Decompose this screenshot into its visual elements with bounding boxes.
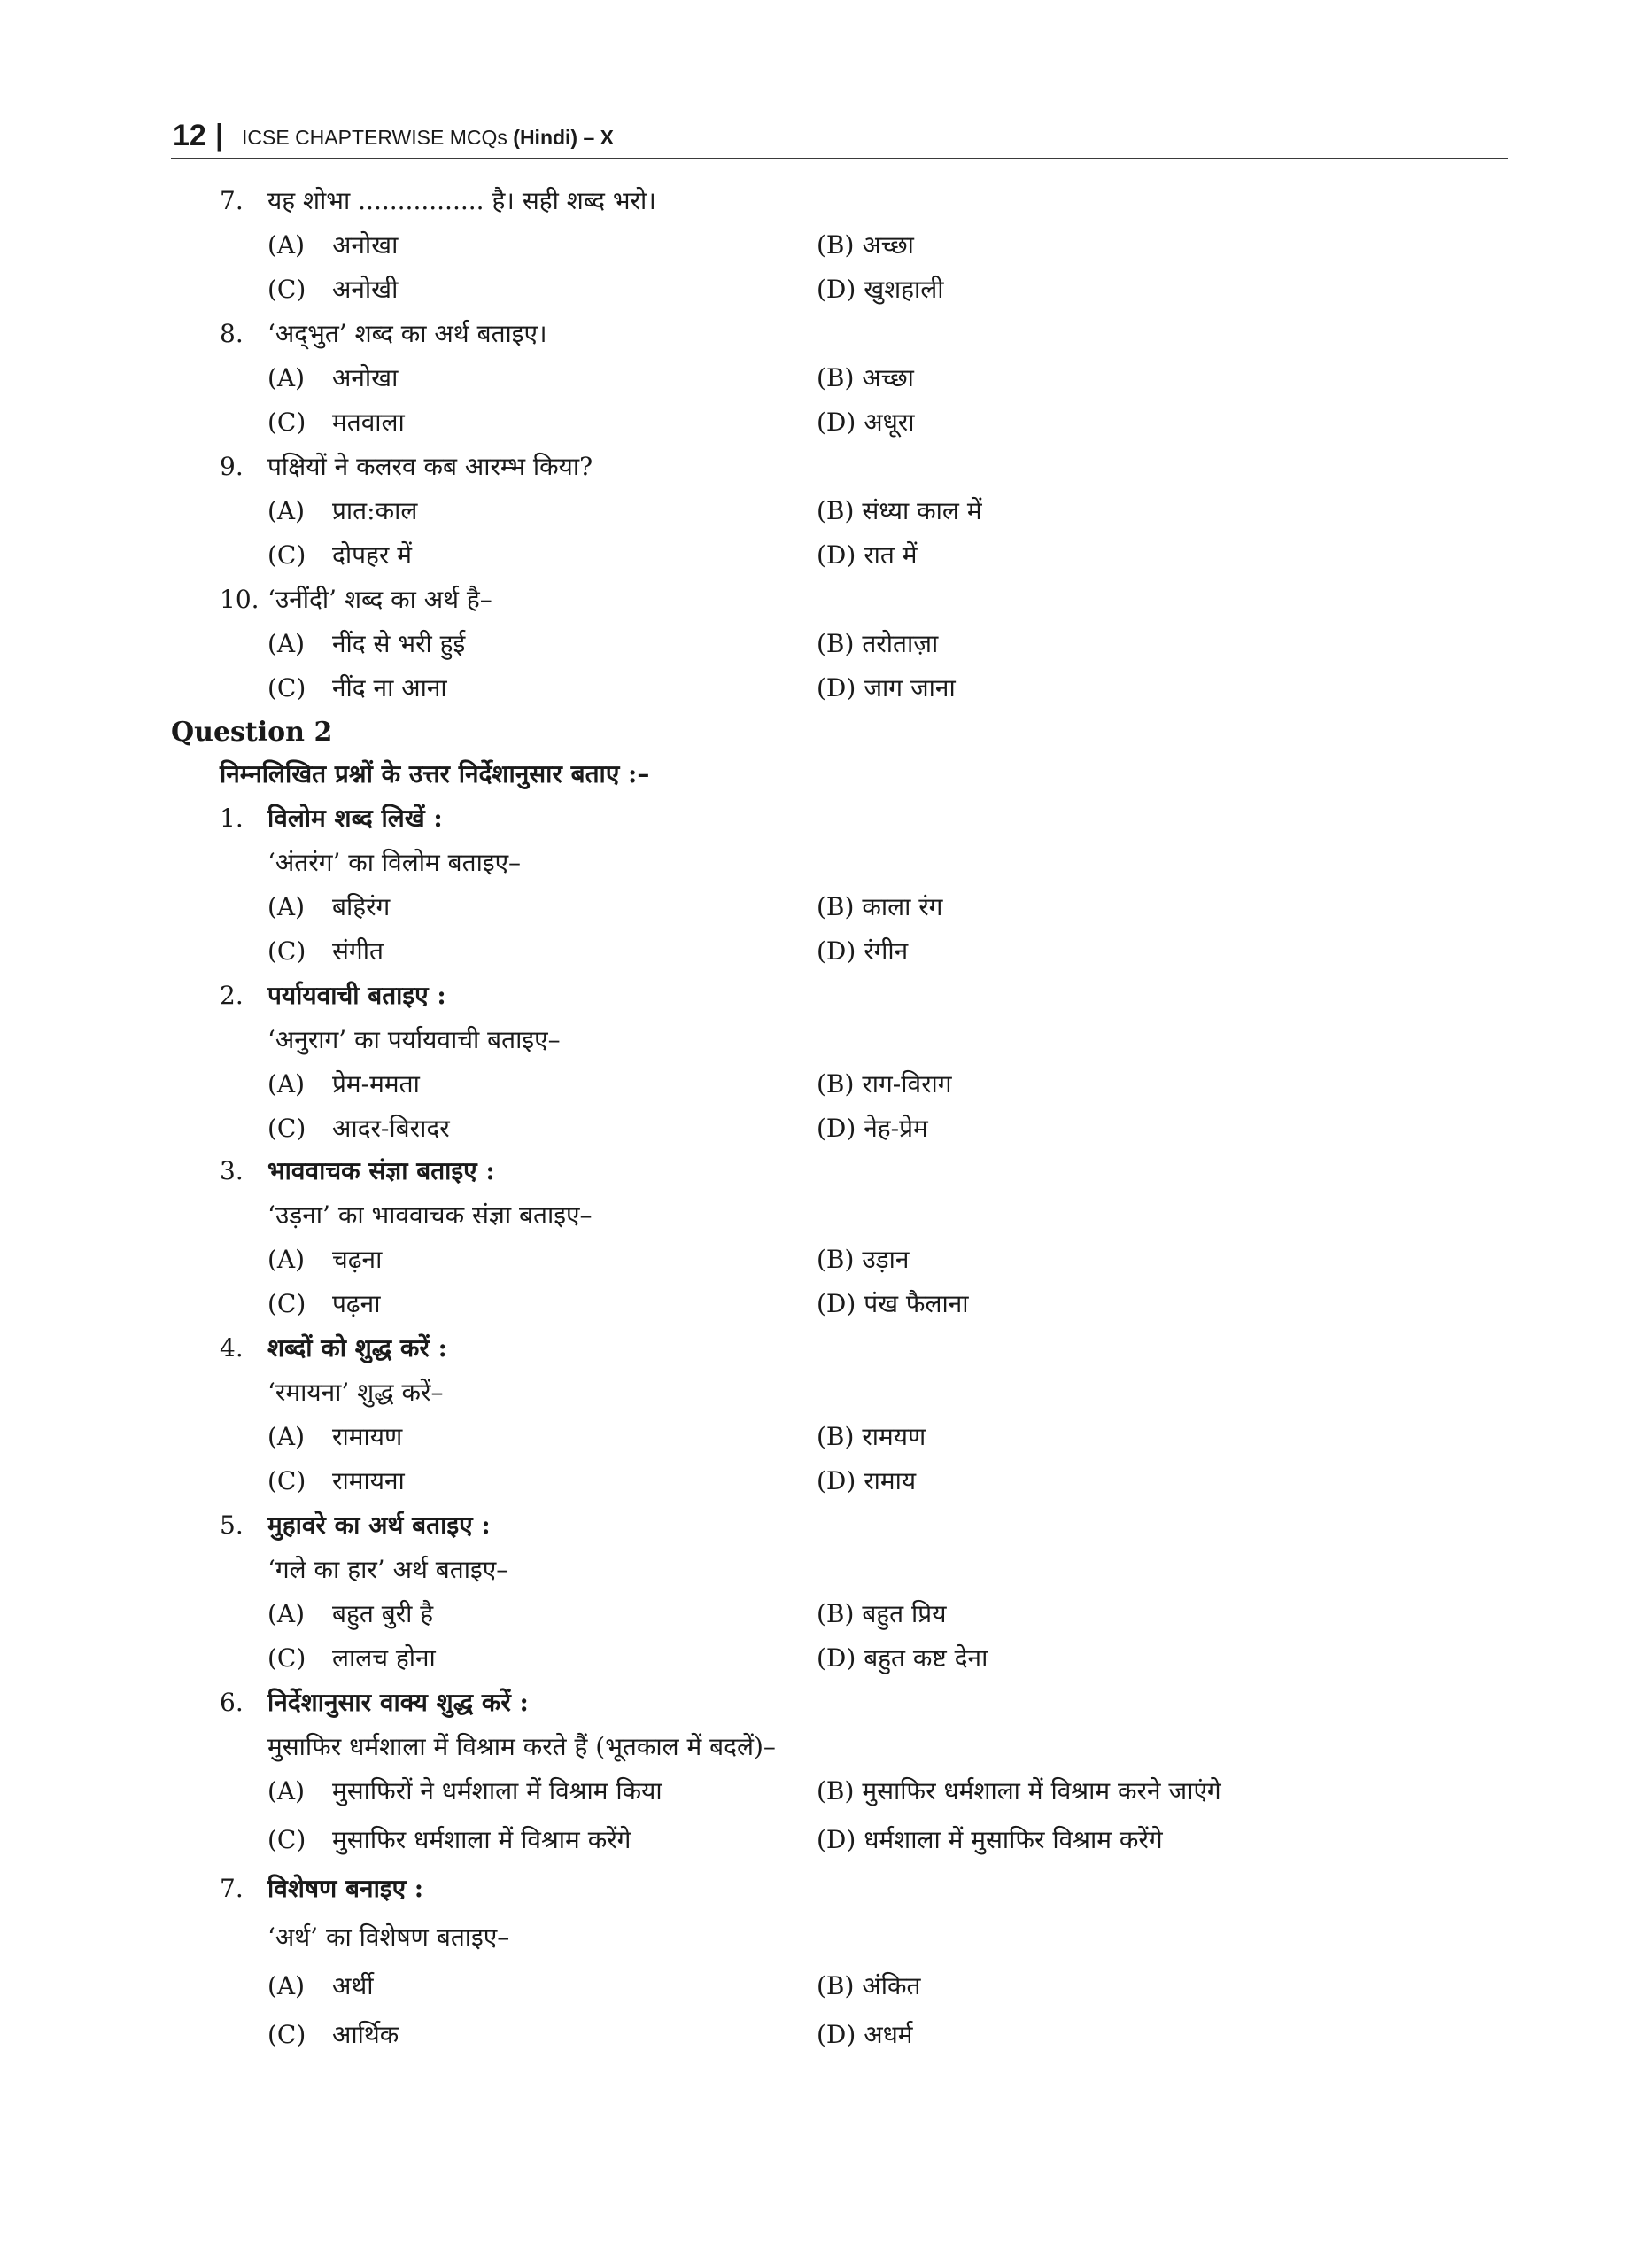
option-key-a: (A) (267, 1971, 306, 2000)
option-c: रामायना (332, 1466, 405, 1495)
question-heading: पर्यायवाची बताइए : (267, 981, 446, 1010)
option-key-a: (A) (267, 1599, 306, 1628)
option-d: (D) बहुत कष्ट देना (817, 1643, 988, 1673)
question-prompt: ‘अंतरंग’ का विलोम बताइए– (267, 848, 522, 877)
question-number: 3. (220, 1156, 244, 1185)
option-c: संगीत (332, 936, 384, 966)
option-c: आदर-बिरादर (332, 1114, 450, 1143)
question-number: 2. (220, 981, 244, 1010)
option-key-c: (C) (267, 936, 306, 966)
option-a: अनोखा (332, 363, 399, 392)
option-key-c: (C) (267, 1643, 306, 1673)
option-key-a: (A) (267, 230, 306, 260)
question-heading: भाववाचक संज्ञा बताइए : (267, 1156, 495, 1185)
question-text: ‘अद्‌भुत’ शब्द का अर्थ बताइए। (267, 319, 547, 348)
section-heading: Question 2 (171, 717, 333, 748)
option-d: (D) पंख फैलाना (817, 1289, 969, 1318)
option-key-c: (C) (267, 408, 306, 437)
question-number: 10. (220, 585, 260, 614)
question-prompt: ‘उड़ना’ का भाववाचक संज्ञा बताइए– (267, 1200, 593, 1230)
option-key-c: (C) (267, 1466, 306, 1495)
option-b: (B) अच्छा (817, 363, 914, 392)
option-b: (B) बहुत प्रिय (817, 1599, 947, 1628)
option-c: अनोखी (332, 275, 399, 304)
question-number: 8. (220, 319, 244, 348)
option-c: मतवाला (332, 408, 405, 437)
question-number: 5. (220, 1511, 244, 1540)
option-b: (B) काला रंग (817, 892, 943, 921)
option-d: (D) खुशहाली (817, 275, 944, 304)
option-a: चढ़ना (332, 1245, 383, 1274)
option-key-c: (C) (267, 1114, 306, 1143)
option-d: (D) रात में (817, 540, 918, 570)
option-key-c: (C) (267, 1289, 306, 1318)
question-text: ‘उनींदी’ शब्द का अर्थ है– (267, 585, 492, 614)
option-key-a: (A) (267, 1069, 306, 1099)
page-number: 12 (173, 119, 206, 152)
option-d: (D) अधर्म (817, 2020, 913, 2049)
option-c: पढ़ना (332, 1289, 381, 1318)
question-prompt: मुसाफिर धर्मशाला में विश्राम करते हैं (भूतकाल में बदलें)– (267, 1732, 776, 1761)
option-b: (B) उड़ान (817, 1245, 910, 1274)
option-a: बहुत बुरी है (332, 1599, 434, 1628)
option-a: रामायण (332, 1422, 403, 1451)
option-key-c: (C) (267, 673, 306, 703)
question-heading: विलोम शब्द लिखें : (267, 804, 443, 833)
option-a: अर्थी (332, 1971, 374, 2000)
question-number: 7. (220, 1874, 244, 1903)
option-b: (B) राग-विराग (817, 1069, 952, 1099)
option-c: नींद ना आना (332, 673, 447, 703)
option-b: (B) अंकित (817, 1971, 921, 2000)
option-c: लालच होना (332, 1643, 436, 1673)
option-b: (B) अच्छा (817, 230, 914, 260)
question-prompt: ‘अर्थ’ का विशेषण बताइए– (267, 1922, 510, 1952)
option-c: दोपहर में (332, 540, 412, 570)
option-d: (D) रंगीन (817, 936, 909, 966)
header-separator: | (215, 119, 224, 152)
option-key-a: (A) (267, 1776, 306, 1806)
option-b: (B) रामयण (817, 1422, 926, 1451)
option-key-a: (A) (267, 363, 306, 392)
option-a: प्रात:काल (332, 496, 418, 525)
option-a: नींद से भरी हुई (332, 629, 466, 658)
option-c: आर्थिक (332, 2020, 399, 2049)
option-a: मुसाफिरों ने धर्मशाला में विश्राम किया (332, 1776, 662, 1806)
question-number: 7. (220, 186, 244, 215)
option-key-c: (C) (267, 2020, 306, 2049)
section-instruction: निम्नलिखित प्रश्नों के उत्तर निर्देशानुसार बताए :– (220, 759, 650, 788)
question-prompt: ‘गले का हार’ अर्थ बताइए– (267, 1555, 509, 1584)
question-text: पक्षियों ने कलरव कब आरम्भ किया? (267, 452, 593, 481)
option-key-c: (C) (267, 540, 306, 570)
option-a: प्रेम-ममता (332, 1069, 420, 1099)
question-text: यह शोभा ................ है। सही शब्द भरो। (267, 186, 656, 215)
option-d: (D) जाग जाना (817, 673, 956, 703)
option-c: मुसाफिर धर्मशाला में विश्राम करेंगे (332, 1825, 631, 1854)
option-b: (B) संध्या काल में (817, 496, 982, 525)
option-key-c: (C) (267, 275, 306, 304)
option-d: (D) रामाय (817, 1466, 917, 1495)
option-key-a: (A) (267, 1422, 306, 1451)
option-key-a: (A) (267, 1245, 306, 1274)
option-b: (B) तरोताज़ा (817, 629, 939, 658)
question-number: 9. (220, 452, 244, 481)
question-heading: शब्दों को शुद्ध करें : (267, 1333, 447, 1363)
question-prompt: ‘रमायना’ शुद्ध करें– (267, 1378, 444, 1407)
option-key-c: (C) (267, 1825, 306, 1854)
option-b: (B) मुसाफिर धर्मशाला में विश्राम करने जाएंगे (817, 1776, 1221, 1806)
option-d: (D) अधूरा (817, 408, 915, 437)
book-title: ICSE CHAPTERWISE MCQs (Hindi) – X (242, 126, 615, 149)
option-a: बहिरंग (332, 892, 391, 921)
question-prompt: ‘अनुराग’ का पर्यायवाची बताइए– (267, 1025, 561, 1054)
question-heading: मुहावरे का अर्थ बताइए : (267, 1511, 491, 1540)
option-d: (D) नेह-प्रेम (817, 1114, 928, 1143)
question-heading: विशेषण बनाइए : (267, 1874, 424, 1903)
option-key-a: (A) (267, 892, 306, 921)
option-key-a: (A) (267, 496, 306, 525)
option-key-a: (A) (267, 629, 306, 658)
option-d: (D) धर्मशाला में मुसाफिर विश्राम करेंगे (817, 1825, 1163, 1854)
question-number: 4. (220, 1333, 244, 1363)
question-number: 6. (220, 1688, 244, 1717)
option-a: अनोखा (332, 230, 399, 260)
question-heading: निर्देशानुसार वाक्य शुद्ध करें : (267, 1688, 529, 1717)
question-number: 1. (220, 804, 244, 833)
